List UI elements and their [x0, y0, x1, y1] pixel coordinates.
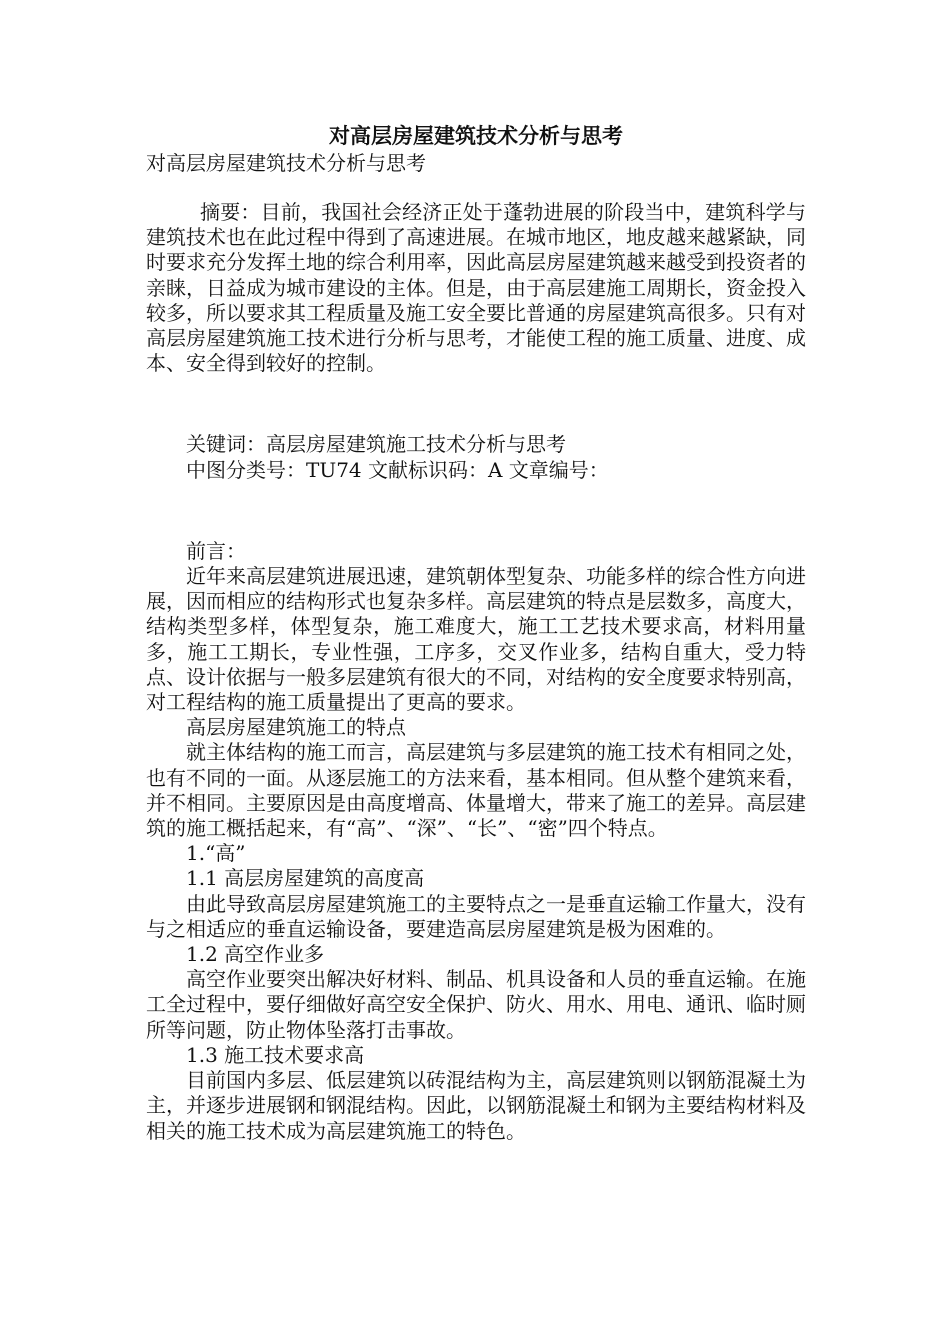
item-1-1-heading: 1.1 高层房屋建筑的高度高	[186, 866, 425, 891]
spacer	[146, 483, 806, 539]
preface-paragraph: 近年来高层建筑进展迅速，建筑朝体型复杂、功能多样的综合性方向进展，因而相应的结构形式也复杂多样。高层建筑的特点是层数多，高度大，结构类型多样，体型复杂，施工难度大，施工工艺技术要求高，材料用量多，施工工期长，专业性强，工序多，交叉作业多，结构自重大，受力特点、设计依据与一般多层建筑有很大的不同，对结构的安全度要求特别高，对工程结构的施工质量提出了更高的要求。	[146, 564, 806, 715]
preface-label: 前言：	[186, 538, 246, 563]
item-1-3-paragraph: 目前国内多层、低层建筑以砖混结构为主，高层建筑则以钢筋混凝土为主，并逐步进展钢和钢混结构。因此，以钢筋混凝土和钢为主要结构材料及相关的施工技术成为高层建筑施工的特色。	[146, 1068, 806, 1143]
document-title: 对高层房屋建筑技术分析与思考	[329, 123, 623, 148]
keywords-line: 关键词：高层房屋建筑施工技术分析与思考	[186, 432, 566, 457]
section-heading: 高层房屋建筑施工的特点	[186, 715, 406, 740]
spacer	[146, 376, 806, 432]
item-1-2-paragraph: 高空作业要突出解决好材料、制品、机具设备和人员的垂直运输。在施工全过程中，要仔细做好高空安全保护、防火、用水、用电、通讯、临时厕所等问题，防止物体坠落打击事故。	[146, 967, 806, 1042]
abstract-paragraph: 摘要：目前，我国社会经济正处于蓬勃进展的阶段当中，建筑科学与建筑技术也在此过程中得到了高速进展。在城市地区，地皮越来越紧缺，同时要求充分发挥土地的综合利用率，因此高层房屋建筑越来越受到投资者的亲睐，日益成为城市建设的主体。但是，由于高层建施工周期长，资金投入较多，所以要求其工程质量及施工安全要比普通的房屋建筑高很多。只有对高层房屋建筑施工技术进行分析与思考，才能使工程的施工质量、进度、成本、安全得到较好的控制。	[146, 200, 806, 376]
item-1-2-heading: 1.2 高空作业多	[186, 942, 325, 967]
item-1-heading: 1.“高”	[186, 841, 246, 866]
document-page	[146, 122, 806, 1144]
spacer	[146, 176, 806, 200]
section-paragraph: 就主体结构的施工而言，高层建筑与多层建筑的施工技术有相同之处，也有不同的一面。从逐层施工的方法来看，基本相同。但从整个建筑来看，并不相同。主要原因是由高度增高、体量增大，带来了施工的差异。高层建筑的施工概括起来，有“高”、“深”、“长”、“密”四个特点。	[146, 740, 806, 841]
classification-line: 中图分类号：TU74 文献标识码：A 文章编号：	[186, 457, 609, 482]
document-subtitle: 对高层房屋建筑技术分析与思考	[146, 151, 426, 175]
item-1-3-heading: 1.3 施工技术要求高	[186, 1042, 365, 1067]
item-1-1-paragraph: 由此导致高层房屋建筑施工的主要特点之一是垂直运输工作量大，没有与之相适应的垂直运输设备，要建造高层房屋建筑是极为困难的。	[146, 891, 806, 941]
